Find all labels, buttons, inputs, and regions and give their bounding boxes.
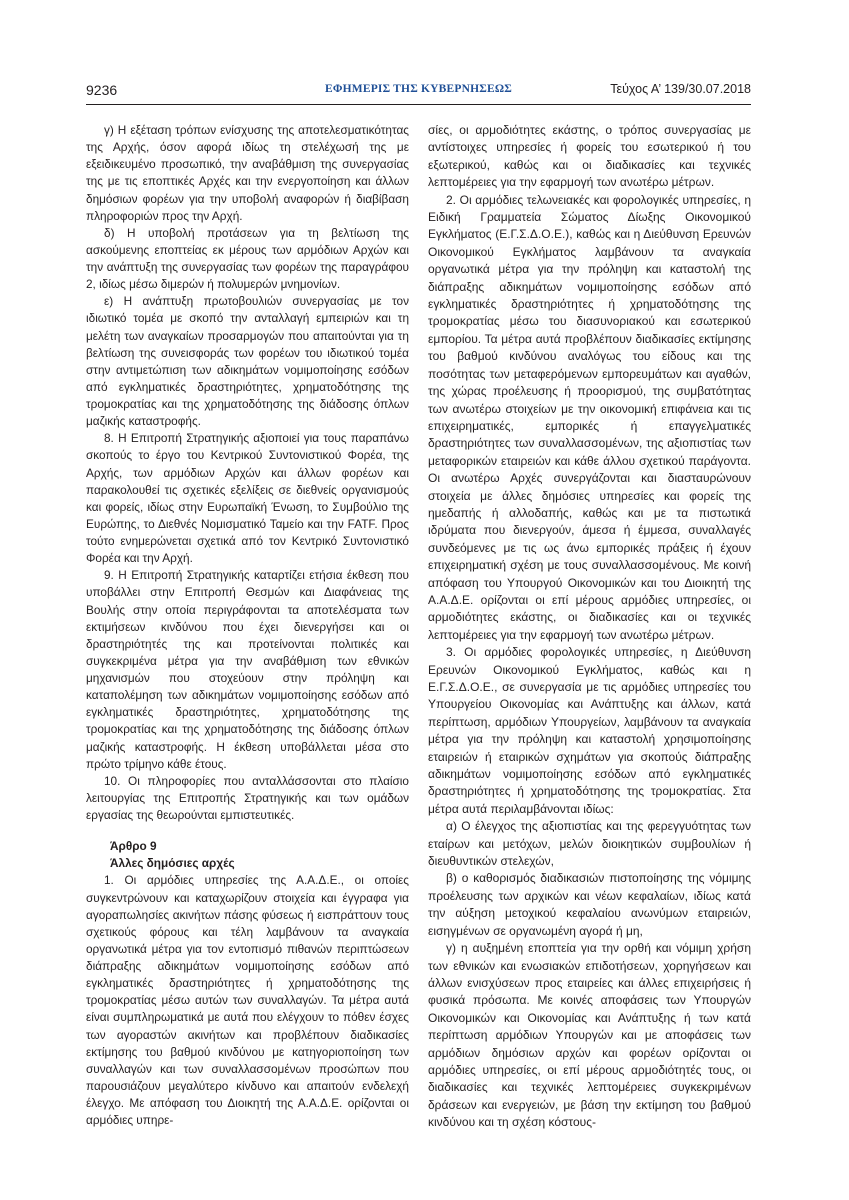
paragraph: 3. Οι αρμόδιες φορολογικές υπηρεσίες, η Διεύθυνση Ερευνών Οικονομικού Εγκλήματος, καθώς και η Ε.Γ.Σ.Δ.Ο.Ε., σε συνεργασία με τις αρμόδιες υπηρεσίες του Υπουργείου Οικονομίας και Ανάπτυξης και άλλων, κατά περίπτωση, αρμόδιων Υπουργείων, λαμβάνουν τα αναγκαία μέτρα για την πρόληψη και καταστολή χρησιμοποίησης εταιρειών ή εταιρικών σχημάτων για σκοπούς διάπραξης αδικημάτων νομιμοποίησης εσόδων από εγκληματικές δραστηριότητες ή χρηματοδότησης της τρομοκρατίας. Στα μέτρα αυτά περιλαμβάνονται ιδίως: (428, 645, 751, 816)
paragraph: 2. Οι αρμόδιες τελωνειακές και φορολογικές υπηρεσίες, η Ειδική Γραμματεία Σώματος Δίωξης Οικονομικού Εγκλήματος (Ε.Γ.Σ.Δ.Ο.Ε.), καθώς και η Διεύθυνση Ερευνών Οικονομικού Εγκλήματος λαμβάνουν τα αναγκαία οργανωτικά μέτρα για την πρόληψη και καταστολή της διάπραξης αδικημάτων νομιμοποίησης εσόδων από εγκληματικές δραστηριότητες ή χρηματοδότησης της τρομοκρατίας μέσω του διασυνοριακού και εσωτερικού εμπορίου. Τα μέτρα αυτά προβλέπουν διαδικασίες εκτίμησης του βαθμού κινδύνου αναλόγως του είδους και της ποσότητας των μεταφερόμενων εμπορευμάτων και αγαθών, της χώρας προέλευσης ή προορισμού, της συμβατότητας των ανωτέρω στοιχείων με την οικονομική επιφάνεια και τις επιχειρηματικές, εμπορικές ή επαγγελματικές δραστηριότητες των συναλλασσομένων, της αξιοπιστίας των μεταφορικών εταιρειών και κάθε άλλου σχετικού παράγοντα. Οι ανωτέρω Αρχές συνεργάζονται και διασταυρώνουν στοιχεία με άλλες δημόσιες υπηρεσίες και φορείς της ημεδαπής ή αλλοδαπής, καθώς και με τα πιστωτικά ιδρύματα που διενεργούν, άμεσα ή έμμεσα, συναλλαγές συνδεόμενες με τις ως άνω εμπορικές πράξεις ή έχουν επιχειρηματική σχέση με τους συναλλασσομένους. Με κοινή απόφαση του Υπουργού Οικονομικών και του Διοικητή της Α.Α.Δ.Ε. ορίζονται οι επί μέρους αρμόδιες υπηρεσίες, οι αρμοδιότητες εκάστης, οι διαδικασίες και οι τεχνικές λεπτομέρειες για την εφαρμογή των ανωτέρω μέτρων. (428, 192, 751, 642)
paragraph: δ) Η υποβολή προτάσεων για τη βελτίωση της ασκούμενης εποπτείας εκ μέρους των αρμόδιων Αρχών και την ανάπτυξη της συνεργασίας των φορέων της παραγράφου 2, ιδίως μέσω διμερών ή πολυμερών μνημονίων. (86, 225, 409, 292)
paragraph: 9. Η Επιτροπή Στρατηγικής καταρτίζει ετήσια έκθεση που υποβάλλει στην Επιτροπή Θεσμών και Διαφάνειας της Βουλής στην οποία περιγράφονται τα αποτελέσματα των εκτιμήσεων κινδύνου που έχει διενεργήσει και οι δραστηριότητές της και προτείνονται πολιτικές και συγκεκριμένα μέτρα για την αναβάθμιση των εθνικών μηχανισμών που στοχεύουν στην πρόληψη και καταπολέμηση των αδικημάτων νομιμοποίησης εσόδων από εγκληματικές δραστηριότητες, χρηματοδότησης της τρομοκρατίας και της χρηματοδότησης της διάδοσης όπλων μαζικής καταστροφής. Η έκθεση υποβάλλεται μέσα στο πρώτο τρίμηνο κάθε έτους. (86, 568, 409, 771)
paragraph: γ) Η εξέταση τρόπων ενίσχυσης της αποτελεσματικότητας της Αρχής, όσον αφορά ιδίως τη στελέχωσή της με εξειδικευμένο προσωπικό, την αναβάθμιση της συνεργασίας της με τις εποπτικές Αρχές και την ενεργοποίηση και άλλων δημόσιων φορέων για την υποβολή αναφορών ή διαβίβαση πληροφοριών προς την Αρχή. (86, 123, 409, 223)
article-title: Άλλες δημόσιες αρχές (110, 856, 235, 871)
header-rule (86, 104, 751, 105)
article-number: Άρθρο 9 (110, 839, 157, 854)
page-header (86, 82, 751, 102)
paragraph: ε) Η ανάπτυξη πρωτοβουλιών συνεργασίας με τον ιδιωτικό τομέα με σκοπό την ανταλλαγή εμπειριών και τη μελέτη των αναγκαίων προσαρμογών που απαιτούνται για τη βελτίωση της συνεισφοράς των φορέων του ιδιωτικού τομέα στην αντιμετώπιση των αδικημάτων νομιμοποίησης εσόδων από εγκληματικές δραστηριότητες, χρηματοδότησης της τρομοκρατίας και της χρηματοδότησης της διάδοσης όπλων μαζικής καταστροφής. (86, 294, 409, 429)
gazette-title: ΕΦΗΜΕΡΙΣ ΤΗΣ ΚΥΒΕΡΝΗΣΕΩΣ (325, 83, 512, 95)
paragraph-continuation: σίες, οι αρμοδιότητες εκάστης, ο τρόπος συνεργασίας με αντίστοιχες υπηρεσίες ή φορείς του εσωτερικού ή του εξωτερικού, καθώς και οι διαδικασίες και τεχνικές λεπτομέρειες για την εφαρμογή των ανωτέρω μέτρων. (428, 123, 751, 190)
page-number: 9236 (86, 82, 118, 98)
paragraph: 10. Οι πληροφορίες που ανταλλάσσονται στο πλαίσιο λειτουργίας της Επιτροπής Στρατηγικής και των ομάδων εργασίας της θεωρούνται εμπιστευτικές. (86, 773, 409, 822)
left-column (86, 122, 409, 1129)
paragraph: 8. Η Επιτροπή Στρατηγικής αξιοποιεί για τους παραπάνω σκοπούς το έργο του Κεντρικού Συντονιστικού Φορέα, της Αρχής, των αρμόδιων Αρχών και άλλων φορέων και παρακολουθεί τις σχετικές εξελίξεις σε διεθνείς οργανισμούς και φορείς, ιδίως στην Ευρωπαϊκή Ένωση, το Συμβούλιο της Ευρώπης, το Διεθνές Νομισματικό Ταμείο και την FATF. Προς τούτο ενημερώνεται σχετικά από τον Κεντρικό Συντονιστικό Φορέα και την Αρχή. (86, 431, 409, 566)
issue-info: Τεύχος Α’ 139/30.07.2018 (610, 82, 751, 96)
paragraph: 1. Οι αρμόδιες υπηρεσίες της Α.Α.Δ.Ε., οι οποίες συγκεντρώνουν και καταχωρίζουν στοιχεία και έγγραφα για αγοραπωλησίες ακινήτων πάσης φύσεως ή εισπράττουν τους σχετικούς φόρους και τέλη λαμβάνουν τα αναγκαία οργανωτικά μέτρα για τον εντοπισμό πιθανών περιπτώσεων διάπραξης αδικημάτων νομιμοποίησης εσόδων από εγκληματικές δραστηριότητες ή χρηματοδότησης της τρομοκρατίας μέσω αυτών των συναλλαγών. Τα μέτρα αυτά είναι συμπληρωματικά με αυτά που ελέγχουν το πόθεν έσχες των αγοραστών ακινήτων και προβλέπουν διαδικασίες εκτίμησης του βαθμού κινδύνου με κατηγοριοποίηση των συναλλαγών και των συναλλασσομένων προσώπων που παρουσιάζουν μεγαλύτερο κίνδυνο και απαιτούν ενδελεχή έλεγχο. Με απόφαση του Διοικητή της Α.Α.Δ.Ε. ορίζονται οι αρμόδιες υπηρε- (86, 873, 409, 1128)
right-column (428, 122, 751, 1132)
paragraph: γ) η αυξημένη εποπτεία για την ορθή και νόμιμη χρήση των εθνικών και ενωσιακών επιδοτήσεων, χορηγήσεων και άλλων ενισχύσεων προς εταιρείες και άλλες επιχειρήσεις ή φυσικά πρόσωπα. Με κοινές αποφάσεις των Υπουργών Οικονομικών και Οικονομίας και Ανάπτυξης ή των κατά περίπτωση αρμόδιων Υπουργών και με αποφάσεις των αρμόδιων δημόσιων αρχών και φορέων ορίζονται οι αρμόδιες υπηρεσίες, οι επί μέρους αρμοδιότητές τους, οι διαδικασίες και τεχνικές λεπτομέρειες συγκεκριμένων δράσεων και ενεργειών, με βάση την εκτίμηση του βαθμού κινδύνου και τη σχέση κόστους- (428, 941, 751, 1130)
paragraph: α) Ο έλεγχος της αξιοπιστίας και της φερεγγυότητας των εταίρων και μετόχων, μελών διοικητικών συμβουλίων ή διευθυντικών στελεχών, (428, 819, 751, 869)
paragraph: β) ο καθορισμός διαδικασιών πιστοποίησης της νόμιμης προέλευσης των αρχικών και νέων κεφαλαίων, ιδίως κατά την αύξηση μετοχικού κεφαλαίου ανωνύμων εταιρειών, εισηγμένων σε οργανωμένη αγορά ή μη, (428, 871, 751, 938)
